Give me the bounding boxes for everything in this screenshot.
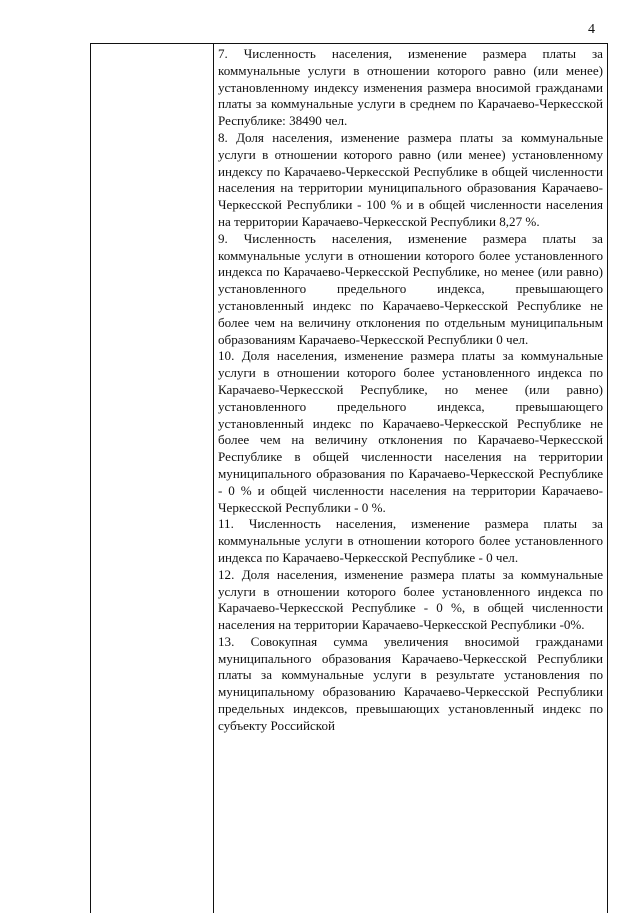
paragraph-item-13: 13. Совокупная сумма увеличения вносимой гражданами муниципального образования Карачаево-Черкесской Республики платы за коммунальные услуги в результате установления по муниципальному образованию Карачаево-Черкесской Республики предельных индексов, превышающих установленный индекс по субъекту Российской (218, 633, 603, 733)
page-number: 4 (588, 22, 595, 37)
document-table (90, 43, 608, 913)
paragraph-item-8: 8. Доля населения, изменение размера платы за коммунальные услуги в отношении которого равно (или менее) установленному индексу по Карачаево-Черкесской Республике в общей численности населения на территории муниципального образования Карачаево-Черкесской Республики - 100 % и в общей численности населения на территории Карачаево-Черкесской Республики 8,27 %. (218, 129, 603, 229)
paragraph-item-12: 12. Доля населения, изменение размера платы за коммунальные услуги в отношении которого более установленного индекса по Карачаево-Черкесской Республике - 0 %, в общей численности населения на территории Карачаево-Черкесской Республики -0%. (218, 566, 603, 633)
table-right-column (214, 44, 607, 913)
table-left-column (91, 44, 214, 913)
paragraph-item-7: 7. Численность населения, изменение размера платы за коммунальные услуги в отношении которого равно (или менее) установленному индексу изменения размера вносимой гражданами платы за коммунальные услуги в среднем по Карачаево-Черкесской Республике: 38490 чел. (218, 46, 603, 129)
paragraph-item-11: 11. Численность населения, изменение размера платы за коммунальные услуги в отношении которого более установленного индекса по Карачаево-Черкесской Республике - 0 чел. (218, 516, 603, 565)
paragraph-item-9: 9. Численность населения, изменение размера платы за коммунальные услуги в отношении которого более установленного индекса по Карачаево-Черкесской Республике, но менее (или равно) установленного предельного индекса, превышающего установленный индекс по Карачаево-Черкесской Республике не более чем на величину отклонения по отдельным муниципальным образованиям Карачаево-Черкесской Республики 0 чел. (218, 230, 603, 347)
paragraph-item-10: 10. Доля населения, изменение размера платы за коммунальные услуги в отношении которого более установленного индекса по Карачаево-Черкесской Республике, но менее (или равно) установленного предельного индекса, превышающего установленный индекс по Карачаево-Черкесской Республике не более чем на величину отклонения по Карачаево-Черкесской Республике в общей численности населения на территории муниципального образования по Карачаево-Черкесской Республике - 0 % и общей численности населения на территории Карачаево-Черкесской Республики - 0 %. (218, 348, 603, 515)
